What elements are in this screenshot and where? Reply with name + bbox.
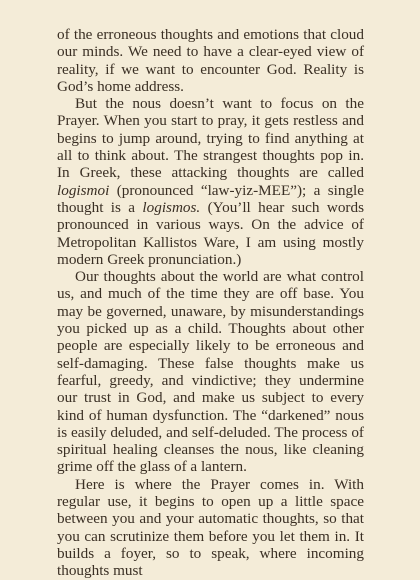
italic-term-logismos: logismos.: [142, 198, 201, 216]
paragraph-3: [57, 268, 364, 476]
paragraph-1: [57, 26, 364, 95]
italic-term-logismoi: logismoi: [57, 181, 110, 199]
paragraph-2: [57, 95, 364, 268]
text-run: But the nous doesn’t want to focus on the Prayer. When you start to pray, it gets restless and begins to jump around, trying to find anything at all to think about. The strangest thoughts pop in. In Greek, these attacking thoughts are called: [57, 95, 364, 182]
text-run: of the erroneous thoughts and emotions that cloud our minds. We need to have a clear-eyed view of reality, if we want to encounter God. Reality is God’s home address.: [57, 26, 364, 95]
text-run: Our thoughts about the world are what control us, and much of the time they are off base. You may be governed, unaware, by misunderstandings you picked up as a child. Thoughts about other people are especially likely to be erroneous and self-damaging. These false thoughts make us fearful, greedy, and vindictive; they undermine our trust in God, and make us subject to every kind of human dysfunction. The “darkened” nous is easily deluded, and self-deluded. The process of spiritual healing cleanses the nous, like cleaning grime off the glass of a lantern.: [57, 268, 364, 476]
paragraph-4: [57, 476, 364, 580]
text-run: (You’ll hear such words pronounced in various ways. On the advice of Metropolitan Kallistos Ware, I am using mostly modern Greek pronunciation.): [57, 198, 364, 268]
text-run: (pronounced “law-yiz-MEE”); a single thought is a: [57, 181, 364, 216]
text-run: Here is where the Prayer comes in. With regular use, it begins to open up a little space between you and your automatic thoughts, so that you can scrutinize them before you let them in. It builds a foyer, so to speak, where incoming thoughts must: [57, 475, 364, 580]
